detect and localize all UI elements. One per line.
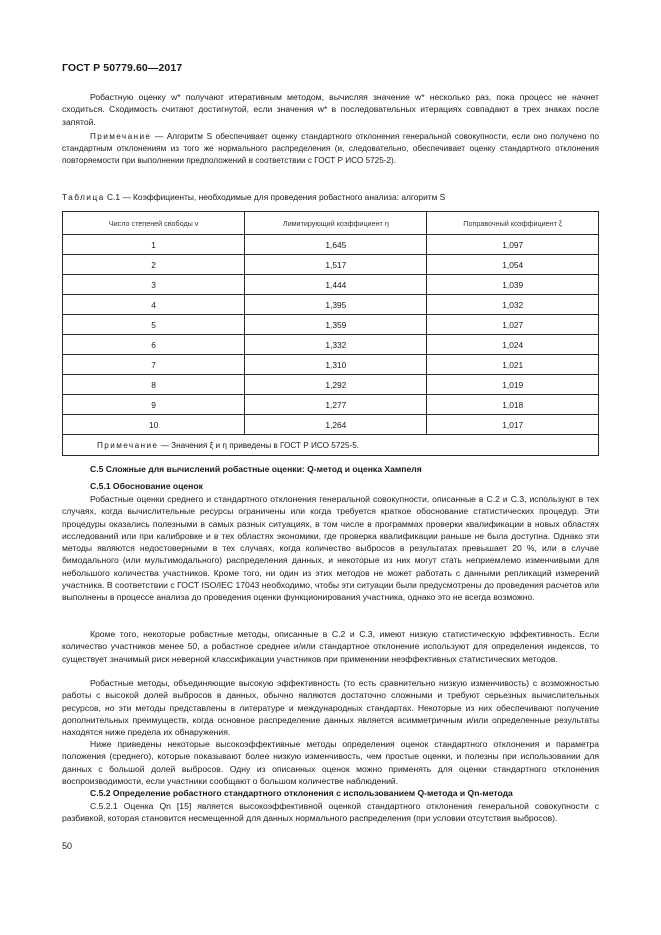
table-cell: 1,292: [245, 375, 427, 395]
table-row: [63, 375, 599, 395]
paragraph-justification: Робастные оценки среднего и стандартного отклонения генеральной совокупности, описанные в С.2 и С.3, используют в тех случаях, когда вычислительные ресурсы ограничены или когда требуется краткое обоснование статистических процедур. Эти процедуры оказались полезными в самых разных ситуациях, в том числе в программах проверки квалификации в новых областях исследований или при калибровке и в тех областях экономики, где проверка квалификации раньше не была доступна. Однако эти методы являются недостоверными в тех случаях, когда количество выбросов в результатах превышает 20 %, или в случае бимодального (или мультимодального) распределения данных, и некоторые из них могут стать неприемлемо изменчивыми для небольшого количества участников. Кроме того, ни один из этих методов не может работать с данными репликаций измерений участника. В соответствии с ГОСТ ISO/IEC 17043 необходимо, чтобы эти ситуации были предусмотрены до проведения расчетов или выполнены в процессе анализа до проведения оценки функционирования участника, однако это не всегда возможно.: [62, 494, 599, 603]
coefficients-table: [62, 211, 599, 456]
table-note: [63, 435, 599, 456]
column-header-correction-coefficient: Поправочный коэффициент ξ: [427, 212, 599, 235]
table-cell: 10: [63, 415, 245, 435]
table-cell: 1,032: [427, 295, 599, 315]
paragraph-qn-estimate: С.5.2.1 Оценка Qn [15] является высокоэффективной оценкой стандартного отклонения генеральной совокупности с разбивкой, которая становится несмещенной для данных нормального распределения (при условии отсутствия выбросов).: [62, 801, 599, 824]
table-row: [63, 255, 599, 275]
table-cell: 1,264: [245, 415, 427, 435]
table-cell: 1,021: [427, 355, 599, 375]
table-cell: 1,017: [427, 415, 599, 435]
table-cell: 1,645: [245, 235, 427, 255]
table-cell: 1,332: [245, 335, 427, 355]
table-cell: 1,027: [427, 315, 599, 335]
table-cell: 1,310: [245, 355, 427, 375]
table-row: [63, 275, 599, 295]
section-heading-c5: С.5 Сложные для вычислений робастные оценки: Q-метод и оценка Хампеля: [90, 464, 422, 474]
table-row: [63, 395, 599, 415]
table-cell: 1,517: [245, 255, 427, 275]
table-row: [63, 335, 599, 355]
table-cell: 5: [63, 315, 245, 335]
table-caption: [62, 192, 445, 202]
paragraph-efficiency: Кроме того, некоторые робастные методы, описанные в С.2 и С.3, имеют низкую статистическую эффективность. Если количество участников менее 50, а робастное среднее и/или стандартное отклонение используют для определения индексов, то существует значимый риск неверной классификации участников при применении неэффективных статистических методов.: [62, 629, 599, 664]
table-cell: 1,054: [427, 255, 599, 275]
paragraph-high-efficiency: Ниже приведены некоторые высокоэффективные методы определения оценок стандартного отклонения и параметра положения (среднего), которые показывают более низкую изменчивость, чем простые оценки, и полезны при использовании для данных с большой долей выбросов. Одну из описанных оценок можно применять для оценки стандартного отклонения воспроизводимости, если участники сообщают о большом количестве наблюдений.: [62, 739, 599, 786]
table-cell: 1,097: [427, 235, 599, 255]
column-header-limit-coefficient: Лимитирующий коэффициент η: [245, 212, 427, 235]
table-cell: 8: [63, 375, 245, 395]
table-cell: 3: [63, 275, 245, 295]
section-heading-c51: С.5.1 Обоснование оценок: [90, 481, 203, 491]
table-cell: 1,444: [245, 275, 427, 295]
table-row: [63, 415, 599, 435]
table-cell: 7: [63, 355, 245, 375]
table-cell: 2: [63, 255, 245, 275]
table-cell: 6: [63, 335, 245, 355]
document-header: ГОСТ Р 50779.60—2017: [62, 62, 183, 74]
table-cell: 1,018: [427, 395, 599, 415]
paragraph-iterative-estimate: Робастную оценку w* получают итеративным методом, вычисляя значение w* несколько раз, пока процесс не начнет сходиться. Сходимость считают достигнутой, если значения w* в последовательных итерациях совпадают в трех знаках после запятой.: [62, 92, 599, 127]
table-note-label: Примечание: [97, 440, 159, 450]
table-caption-text: С.1 — Коэффициенты, необходимые для проведения робастного анализа: алгоритм S: [104, 192, 446, 202]
column-header-degrees: Число степеней свободы ν: [63, 212, 245, 235]
table-cell: 1,277: [245, 395, 427, 415]
note-text: — Алгоритм S обеспечивает оценку стандартного отклонения генеральной совокупности, если оно получено по стандартным отклонениям из того же нормального распределения (и, следовательно, обеспечивает оценку стандартного отклонения повторяемости при выполнении предположений в соответствии с ГОСТ Р ИСО 5725-2).: [62, 132, 599, 165]
section-heading-c52: С.5.2 Определение робастного стандартного отклонения с использованием Q-метода и Qn-метода: [90, 788, 513, 798]
table-row: [63, 315, 599, 335]
note-algorithm-s: [62, 131, 599, 166]
table-cell: 1,359: [245, 315, 427, 335]
table-cell: 1,395: [245, 295, 427, 315]
table-cell: 1,039: [427, 275, 599, 295]
table-cell: 1,019: [427, 375, 599, 395]
table-label: Таблица: [62, 192, 105, 202]
table-cell: 4: [63, 295, 245, 315]
table-header-row: [63, 212, 599, 235]
table-note-row: [63, 435, 599, 456]
note-label: Примечание: [90, 132, 152, 141]
table-cell: 1,024: [427, 335, 599, 355]
table-cell: 9: [63, 395, 245, 415]
table-row: [63, 295, 599, 315]
table-cell: 1: [63, 235, 245, 255]
table-row: [63, 235, 599, 255]
page-number: 50: [62, 841, 73, 851]
table-row: [63, 355, 599, 375]
paragraph-robust-methods: Робастные методы, объединяющие высокую эффективность (то есть сравнительно низкую изменчивость) с возможностью работы с высокой долей выбросов в данных, обычно являются достаточно сложными и требуют серьезных вычислительных ресурсов, но эти методы представлены в литературе и международных стандартах. Некоторые из них обеспечивают получение дополнительных преимуществ, когда основное распределение данных является асимметричным и/или определенные результаты находятся ниже предела их обнаружения.: [62, 678, 599, 738]
table-note-text: — Значения ξ и η приведены в ГОСТ Р ИСО 5725-5.: [158, 440, 360, 450]
